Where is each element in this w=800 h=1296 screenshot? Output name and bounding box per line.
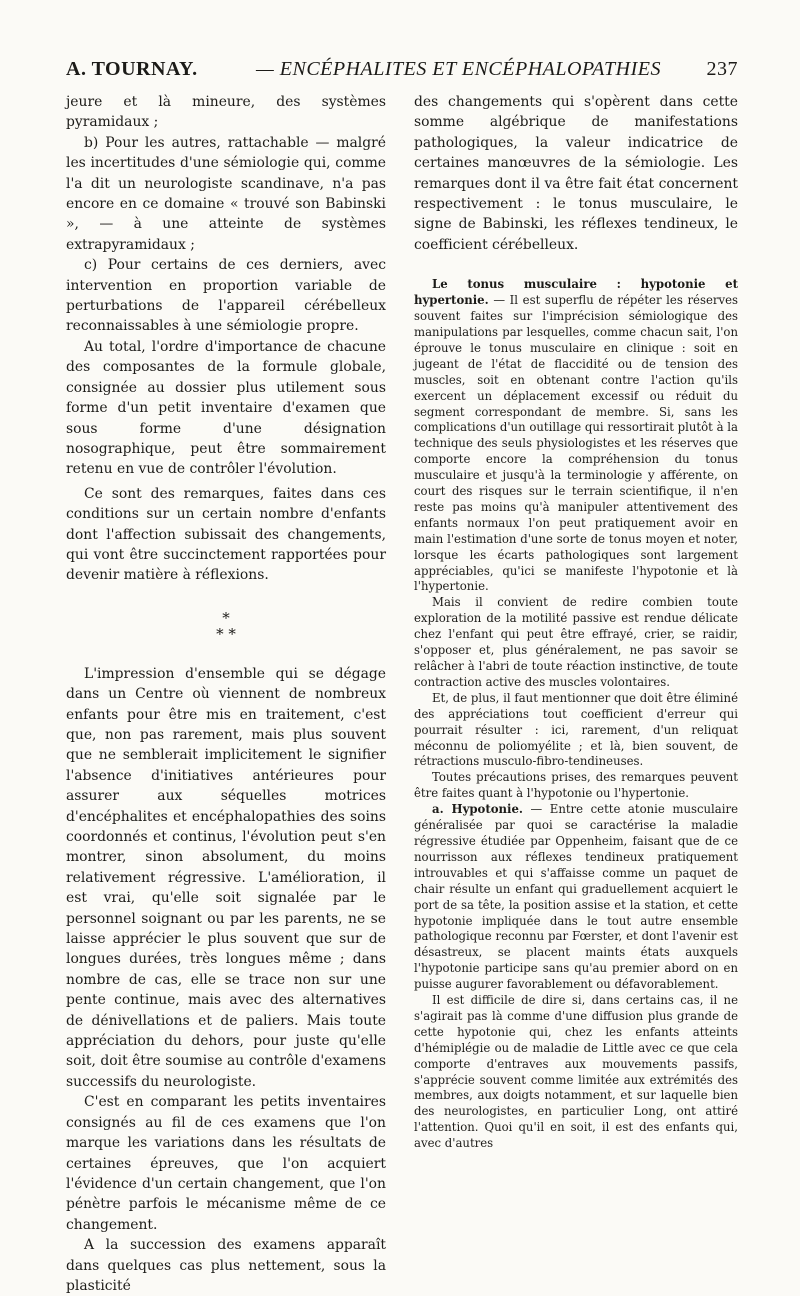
header-title: — ENCÉPHALITES ET ENCÉPHALOPATHIES	[256, 58, 661, 80]
left-paragraph-5: Ce sont des remarques, faites dans ces conditions sur un certain nombre d'enfants dont l'affection subissait des changements, qui vont être succinctement rapportées pour devenir matière à réflexions.	[66, 485, 386, 584]
right-paragraph-4: Et, de plus, il faut mentionner que doit être éliminé des appréciations tout coefficient d'erreur qui pourrait résulter : ici, rarement, d'un reliquat méconnu de poliomyélite ; et là, bien souvent, de rétractions musculo-fibro-tendineuses.	[414, 690, 738, 769]
right-paragraph-5: Toutes précautions prises, des remarques peuvent être faites quant à l'hypotonie ou l'hypertonie.	[414, 770, 738, 801]
header-author: A. TOURNAY.	[66, 58, 198, 80]
left-column	[66, 92, 386, 1296]
subsection-heading-hypotonie: a. Hypotonie.	[432, 802, 523, 817]
separator-star-top: *	[222, 608, 230, 627]
running-header	[66, 58, 738, 86]
left-paragraph-2: b) Pour les autres, rattachable — malgré les incertitudes d'une sémiologie qui, comme l'a dit un neurologiste scandinave, n'a pas encore en ce domaine « trouvé son Babinski », — à une atteinte de systèmes extrapyramidaux ;	[66, 134, 386, 253]
right-paragraph-3: Mais il convient de redire combien toute exploration de la motilité passive est rendue délicate chez l'enfant qui peut être effrayé, crier, se raidir, s'opposer et, plus généralement, ne pas savoir se relâcher à l'abri de toute réaction instinctive, de toute contraction active des muscles volontaires.	[414, 595, 738, 689]
left-paragraph-4: Au total, l'ordre d'importance de chacune des composantes de la formule globale, consignée au dossier plus utilement sous forme d'un petit inventaire d'examen que sous forme d'une désignation nosographique, peut être sommairement retenu en vue de contrôler l'évolution.	[66, 338, 386, 478]
left-paragraph-8: A la succession des examens apparaît dans quelques cas plus nettement, sous la plasticité	[66, 1237, 386, 1294]
separator-stars-bottom: * *	[216, 624, 236, 643]
section-heading-tonus: Le tonus musculaire : hypotonie et hypertonie.	[414, 277, 738, 308]
left-paragraph-1: jeure et là mineure, des systèmes pyramidaux ;	[66, 94, 386, 131]
right-paragraph-2	[414, 277, 738, 595]
right-paragraph-7: Il est difficile de dire si, dans certains cas, il ne s'agirait pas là comme d'une diffusion plus grande de cette hypotonie qui, chez les enfants atteints d'hémiplégie ou de maladie de Little avec ce que cela comporte d'entraves aux mouvements passifs, s'apprécie souvent comme limitée aux extrémités des membres, aux doigts notamment, et sur laquelle bien des neurologistes, en particulier Long, ont attiré l'attention. Quoi qu'il en soit, il est des enfants qui, avec d'autres	[414, 993, 738, 1151]
left-paragraph-7: C'est en comparant les petits inventaires consignés au fil de ces examens que l'on marque les variations dans les résultats de certaines épreuves, que l'on acquiert l'évidence d'un certain changement, que l'on pénètre parfois le mécanisme même de ce changement.	[66, 1094, 386, 1233]
right-paragraph-6	[414, 802, 738, 993]
left-paragraph-3: c) Pour certains de ces derniers, avec intervention en proportion variable de perturbations de l'appareil cérébelleux reconnaissables à une sémiologie propre.	[66, 257, 386, 335]
left-paragraph-6: L'impression d'ensemble qui se dégage dans un Centre où viennent de nombreux enfants pour être mis en traitement, c'est que, non pas rarement, mais plus souvent que ne semblerait implicitement le signifier l'absence d'initiatives antérieures pour assurer aux séquelles motrices d'encéphalites et encéphalopathies des soins coordonnés et continus, l'évolution peut s'en montrer, sinon absolument, du moins relativement régressive. L'amélioration, il est vrai, qu'elle soit signalée par le personnel soignant ou par les parents, ne se laisse apprécier le plus souvent que sur de longues durées, très longues même ; dans nombre de cas, elle se trace non sur une pente continue, mais avec des alternatives de dénivellations et de paliers. Mais toute appréciation du dehors, pour juste qu'elle soit, doit être soumise au contrôle d'examens successifs du neurologiste.	[66, 665, 386, 1090]
right-paragraph-6-body: — Entre cette atonie musculaire généralisée par quoi se caractérise la maladie régressive étudiée par Oppenheim, faisant que de ce nourrisson aux réflexes tendineux pratiquement introuvables et qui s'affaisse comme un paquet de chair résulte un enfant qui graduellement acquiert le port de sa tête, la position assise et la station, et cette hypotonie impliquée dans le tout autre ensemble pathologique reconnu par Fœrster, et dont l'avenir est désastreux, se placent maints états auxquels l'hypotonie participe sans qu'au premier abord on en puisse augurer favorablement ou défavorablement.	[414, 802, 738, 992]
page-number: 237	[706, 58, 738, 80]
section-separator	[66, 610, 386, 642]
right-paragraph-1: des changements qui s'opèrent dans cette somme algébrique de manifestations pathologiques, la valeur indicatrice de certaines manœuvres de la sémiologie. Les remarques dont il va être fait état concernent respectivement : le tonus musculaire, le signe de Babinski, les réflexes tendineux, le coefficient cérébelleux.	[414, 94, 738, 253]
right-column	[414, 92, 738, 1152]
right-paragraph-2-body: — Il est superflu de répéter les réserves souvent faites sur l'imprécision sémiologique des manipulations par lesquelles, comme chacun sait, l'on éprouve le tonus musculaire en clinique : soit en jugeant de l'état de flaccidité ou de tension des muscles, soit en obtenant contre l'action qu'ils exercent un déplacement excessif ou réduit du segment correspondant de membre. Si, sans les complications d'un outillage qui ressortirait plutôt à la technique des seuls physiologistes et les réserves que comporte encore la compréhension du tonus musculaire et jusqu'à la terminologie y afférente, on court des risques sur le terrain scientifique, il n'en reste pas moins qu'à manipuler attentivement des enfants normaux l'on peut pratiquement avoir en main l'estimation d'une sorte de tonus moyen et noter, lorsque les écarts pathologiques sont largement appréciables, qu'ici se manifeste l'hypotonie et là l'hypertonie.	[414, 293, 738, 594]
